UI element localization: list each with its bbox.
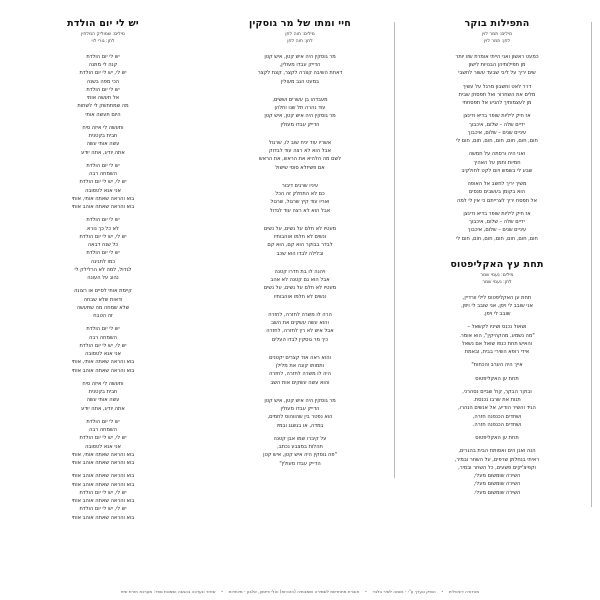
lyric-line: ידיים שלה – שלום, איכבוך	[469, 219, 525, 226]
lyric-line: אבל הוא לא רצה עוד לבדוק	[269, 148, 331, 155]
lyric-line: חום, חום, חום, חום, חום, חום, חום לי	[456, 138, 538, 145]
song-tachat-etz-haekaliptus	[410, 259, 584, 497]
lyric-line: עיניים שנים – שלום, איכבוך	[467, 227, 527, 234]
footer-middle: הופק ונערך ע"י - נשמה לשיר בלבד	[372, 589, 436, 594]
song-credits	[213, 32, 387, 46]
lyric-line: לגדול, למה לא הרלילק לי	[74, 266, 132, 273]
lyric-line: אתה יודע, אתה יודע	[81, 405, 125, 412]
lyric-line: משיך יריך לחשב אל האופה	[467, 181, 527, 188]
lyric-line: מעטיו לא חלם על נשים, על נשים	[263, 285, 337, 292]
footer-left: מהדורה דיגיטלית	[448, 589, 480, 594]
lyric-line: עיניו שרגים דיבור	[281, 182, 319, 189]
lyric-line: יש לי, יש לי יום הולדת	[79, 233, 127, 240]
lyric-line: חבית בקטנית	[88, 389, 118, 396]
lyric-line: יש לי, יש לי יום הולדת	[79, 435, 127, 442]
lyric-line: כל שנה דבאה	[87, 242, 119, 249]
lyric-line: כיך מר גוסקין לבדו העלים	[271, 336, 329, 343]
lyric-line: מן לעצמותיך להניע אל תפסחתי	[462, 100, 532, 107]
lyric-line: מלים את השחרור ואל תפסוק שבית	[458, 91, 536, 98]
song-lyrics	[16, 53, 190, 522]
lyric-line: יש לי, יש לי יום הולדת	[79, 506, 127, 513]
column-right	[404, 18, 590, 513]
lyric-line: תהלות במצבע נכתב,	[277, 444, 323, 451]
lyric-line: וקפיצ'יקים פשעים, כל השחר ובמיר,	[458, 464, 536, 471]
footer-separator-1: •	[441, 589, 444, 594]
lyric-line: שלא שמחה מה שתעשה	[76, 304, 130, 311]
lyric-line: השמחה רבה	[89, 427, 117, 434]
credit-music: לחן: נורי לוי	[91, 38, 115, 44]
lyric-line: חמיות וחמן על האהיך	[473, 159, 521, 166]
lyric-line: יש לי יום הולדת	[86, 418, 120, 425]
song-title: התפילות בוקר	[464, 18, 530, 29]
lyric-line: "מה נשמע, מהקהיקין", הוא אומר.	[459, 332, 535, 339]
lyric-line: ואני היה ורסתה על חמשה	[468, 151, 526, 158]
footer-right: חוברת מתחדשת לשמירה ושמנותיה (הזכויות) והלי פיזמון, אלבון - מיוחדות	[228, 589, 360, 594]
lyric-line: במעט הגב מעולין	[281, 78, 319, 85]
lyric-line: הכי מפה בשנה	[86, 78, 120, 85]
lyric-line: היה לו משרה לחזרה, לחזרה	[269, 371, 331, 378]
lyric-line: "פה גוסקין היה איש קטן, איש קטן	[263, 452, 337, 459]
song-lyrics	[410, 294, 584, 497]
lyric-line: מר גוסקין היה איש קטן, איש קטן	[264, 113, 336, 120]
lyric-line: בוא והראה שאתה אותי, אותי	[71, 195, 135, 202]
lyric-line: יש לי, יש לי יום הולדת	[79, 70, 127, 77]
lyric-line: מעטיו לא חלם על נשים, על נשים	[263, 225, 337, 232]
lyric-line: עשה אותי עשה	[86, 397, 120, 404]
lyric-line: בוא והראה שאתה אוהב אותי	[71, 473, 135, 480]
song-title: חיי ומתו של מר גוסקין	[249, 18, 351, 29]
lyric-line: ואריו עוד קיץ שרגול, שרגול	[270, 199, 330, 206]
lyric-line: מן תפילותיהן הבנויות לישון	[468, 62, 526, 69]
credit-music: לחן: נעמי שמר	[482, 279, 512, 285]
lyric-line: אם פשיזלא סוסי שישול	[275, 164, 325, 171]
lyric-line: ובלילה לבדו הוא שכב	[276, 250, 324, 257]
lyric-line: ונשים לא חלמו אוהבותיו	[273, 293, 327, 300]
lyric-line: בוא והראה שאתה אוהב אותי	[71, 460, 135, 467]
column-middle	[207, 18, 393, 484]
lyric-line: עוד נהרה תל שנו וחלהן	[274, 105, 326, 112]
lyric-line: לשם מה הלהיא את הראש, את הראש	[258, 156, 342, 163]
lyric-line: יש לי, יש לי יום הולדת	[79, 179, 127, 186]
lyric-line: לא כל כך נורא	[87, 225, 119, 232]
lyric-line: בוא והראה שאתה אותי, אותי	[71, 451, 135, 458]
lyric-line: יש לי יום הולדת	[86, 250, 120, 257]
lyric-line: תנות את שרבו נכנסת.	[473, 397, 521, 404]
credit-lyrics: מילים: תמר לוין	[481, 32, 513, 37]
lyric-line: ויהנה לו בת חדרו קטנה	[274, 268, 326, 275]
lyric-line: אני שובב לי ויפן, אני שובב לי ויפן,	[461, 302, 533, 309]
lyric-line: קנה לי מתנה	[88, 62, 118, 69]
lyric-line: הדייק עבדו מעולין	[280, 406, 320, 413]
song-hatfilot-boker	[410, 18, 584, 243]
credit-lyrics: מילים: שמוליק המלחין	[81, 32, 125, 37]
song-chayav-umoto-shel-mar-guskin	[213, 18, 387, 468]
lyric-line: ראיתי בנחלתן שרפים, על השחר ובמיר,	[454, 456, 540, 463]
lyric-line: תחת ען האקליפטוס	[475, 435, 519, 442]
lyric-line: דאחת השיבה קצרה לקצר, קצת לקצר	[257, 70, 343, 77]
page-footer	[0, 589, 600, 594]
lyric-line: והוא עשה עשקים את השב	[271, 320, 329, 327]
lyric-line: יש לי יום הולדת	[86, 326, 120, 333]
lyric-line: אני אנא לטסובה	[85, 443, 121, 450]
lyric-line: ושחדים הכנפנה חזרה.	[472, 421, 522, 428]
lyric-line: שים יריך על ליבי שבעד עשור לחשבי	[458, 70, 536, 77]
lyric-line: נהוג על העונה	[87, 275, 119, 282]
lyric-line: השמחה רבה	[89, 334, 117, 341]
columns-container	[10, 18, 590, 574]
lyric-line: יש לי יום הולדת	[86, 162, 120, 169]
song-lyrics	[410, 53, 584, 243]
lyric-line: מה שמתחשק לי לשחות	[77, 103, 129, 110]
song-credits	[410, 273, 584, 287]
song-lyrics	[213, 53, 387, 468]
lyric-line: דרר לאט וחשבון מרגל על עשיך	[462, 83, 532, 90]
column-left	[10, 18, 196, 538]
credit-music: לחן: תמר לוין	[483, 38, 511, 44]
lyric-line: מעבדהו בן עשרים וששים,	[272, 96, 328, 103]
lyric-line: ונשים לא חלמו אוהבותיו	[273, 234, 327, 241]
lyric-line: השירה שומשום מעלי.	[473, 489, 521, 496]
lyric-line: כמו לחגיגה	[90, 258, 116, 265]
lyric-line: מר גוסקין היה איש קטן, איש קטן	[264, 53, 336, 60]
lyric-line: תחת ען האקליפטוס	[475, 375, 519, 382]
lyric-line: והוא ראה אוד קצרים יקטנים	[269, 354, 331, 361]
lyric-line: ושחדים הכנפנה חזרה,	[472, 413, 522, 420]
lyric-line: הרה לו משרה לחזרה, לחזרה	[268, 311, 332, 318]
footer-end: שחזר ונערכה בהגשה ושמנות ספר: מערכת חזרת שיח	[120, 589, 216, 594]
footer-separator-2: •	[364, 589, 368, 594]
lyric-line: ושאול נכנס ושיניו לקשאל –	[467, 324, 527, 331]
credit-lyrics: מילים: חוה לחן	[285, 32, 315, 37]
footer-separator-3: •	[220, 589, 224, 594]
lyric-line: הוא נפטר בין שהווהוס לחמים,	[267, 414, 333, 421]
lyric-line: יש לי יום הולדת	[86, 53, 120, 60]
lyric-line: אל תפסח יריך לצרייתם כי אין לי למה	[457, 197, 537, 204]
lyric-line: בוא והראה שאתה אוהב אותי	[71, 481, 135, 488]
lyric-line: קיימת אותי לסיים או רצונה	[74, 288, 132, 295]
lyric-line: כם לא התחלק זה הכל	[275, 191, 325, 198]
lyric-line: במדה, או בגשגג ובמיו	[276, 422, 324, 429]
lyric-line: יש לי יום הולדת	[86, 86, 120, 93]
lyric-line: אשריו עוד יניח שוב לו, שרגול	[268, 139, 332, 146]
lyric-line: והאיש תחת כנפו שואל אם נשאל	[461, 340, 533, 347]
lyric-line: הגיד והשיר הודיע, אל אנשים הנהרו,	[458, 405, 536, 412]
lyric-line: היום תעשה אותי	[85, 111, 121, 118]
lyric-line: בוא והראה שאתה אוהב אותי	[71, 498, 135, 505]
lyric-line: אבל הוא לא רצה עוד לגדול	[269, 207, 331, 214]
song-credits	[410, 32, 584, 46]
song-yesh-li-yom-huledet	[16, 18, 190, 522]
lyric-line: ידיים שלה – שלום, איכבוך	[469, 121, 525, 128]
lyric-line: בוא והראה שאתה אוהב אותי	[71, 367, 135, 374]
lyric-line: יש לי, יש לי יום הולדת	[79, 489, 127, 496]
lyric-line: יש לי, יש לי יום הולדת	[79, 342, 127, 349]
lyric-line: והוא עשה עשקים אות השב	[270, 379, 330, 386]
lyric-line: תחת ען האקליפטוס לילי וורדיין,	[462, 294, 532, 301]
lyric-line: הדייק עבדו מעולין,	[279, 62, 321, 69]
lyric-line: אידי רופא השירי בבית, ובאמת	[464, 349, 530, 356]
lyric-line: מר גוסקין היה איש קטן, איש קטן	[264, 397, 336, 404]
lyric-line: השמחה רבה	[89, 171, 117, 178]
lyric-line: עיניים שנים – שלום, איכבוך	[467, 129, 527, 136]
song-credits	[16, 32, 190, 46]
lyric-line: בוא והראה שאתה אוהב אותי	[71, 204, 135, 211]
lyric-line: עשה אותי עשה	[86, 141, 120, 148]
lyric-line: אבל הוא גם קטנה לא אהב	[270, 277, 330, 284]
lyric-line: אז חיק ליליות שופר בדיא ודינצן	[463, 113, 531, 120]
lyric-line: הוא בקומן בעשבים סנסים	[468, 189, 526, 196]
lyric-line: זה הטבח	[93, 313, 113, 320]
lyric-line: ותעשה לי איזה סיח	[82, 380, 124, 387]
credit-music: לחן: חוה לחן	[287, 38, 313, 44]
lyric-line: ותעשה לי איזה סיח	[82, 124, 124, 131]
lyric-line: ותמותו קונה את מלילן	[275, 363, 325, 370]
song-title: תחת עץ האקליפטוס	[450, 258, 544, 270]
lyric-line: השירה שומשום מעלי,	[473, 481, 521, 488]
lyric-line: אני אנא לטסובה	[85, 351, 121, 358]
credit-lyrics: מילים: נעמי שמר	[480, 272, 514, 278]
lyric-line: אז חיק ליליות שופר בדיא ודינצן	[463, 210, 531, 217]
lyric-line: כמעט ראשון ואני הייתי אומרת שזו יותר	[455, 53, 539, 60]
lyric-line: ודאות שלא שבחה	[83, 296, 123, 303]
lyric-line: לבדר בבוקר הוא קם, הוא קם	[267, 242, 333, 249]
lyric-line: אל תעשה אותי	[86, 95, 120, 102]
lyric-line: הדייק עבדו מעולין"	[279, 460, 321, 467]
lyric-line: שובב לי ויפן.	[483, 311, 511, 318]
lyric-line: הדייק עבדו מעולין	[280, 121, 320, 128]
lyric-line: הנה ואנן הים ואסותת הבית בהגרים,	[458, 448, 536, 455]
lyric-line: אייך היה הערב והכחות"	[471, 362, 523, 369]
song-title: יש לי יום הולדת	[67, 18, 139, 29]
lyric-line: ובוקר הבקר, קול שביים נסהרני,	[462, 388, 532, 395]
lyric-line: בוא והראה שאתה אוהב אותי	[71, 514, 135, 521]
lyric-line: אתה יודע, אתה יודע	[81, 149, 125, 156]
lyric-line: אבל איש לא רץ לחזרה, לחזרה	[266, 328, 334, 335]
lyric-line: בוא והראה שאתה אותי, אותי	[71, 359, 135, 366]
lyric-line: שבע לי בשמש ויום לקט לחולקיב	[461, 167, 533, 174]
lyric-line: על קיברו שמו אבן קטנה	[273, 435, 327, 442]
lyric-line: יש לי יום הולדת	[86, 217, 120, 224]
lyric-line: חום, חום, חום, חום, חום, חום, חום לי	[456, 235, 538, 242]
lyric-line: אני אנא לטסובה	[85, 187, 121, 194]
lyric-line: השירה שומשום מעלי,	[473, 473, 521, 480]
lyric-line: חבית בקטנית	[88, 133, 118, 140]
